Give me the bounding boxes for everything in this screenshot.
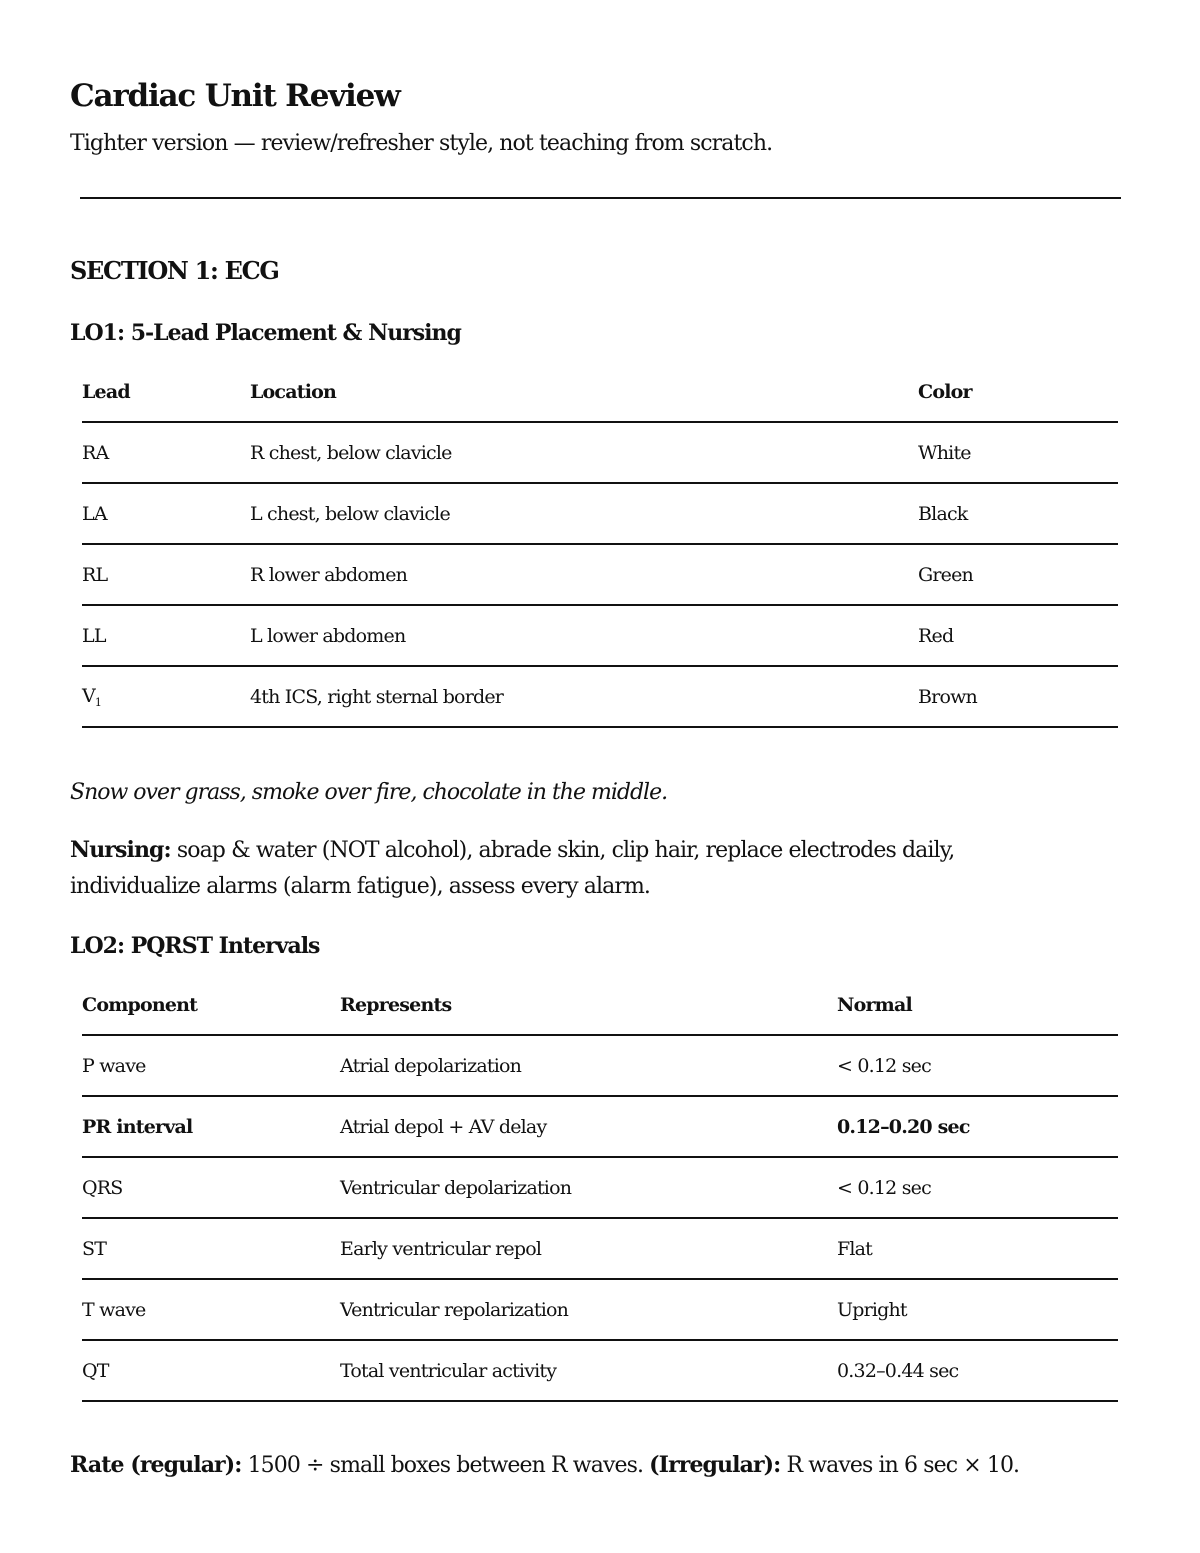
table-row: [82, 1157, 1118, 1218]
location-cell: R lower abdomen: [250, 544, 918, 605]
rate-formula: [70, 1452, 1019, 1478]
column-header: Location: [250, 380, 336, 403]
table-row: [82, 1035, 1118, 1096]
color-cell: Green: [918, 544, 1118, 605]
component-cell: QRS: [82, 1157, 340, 1218]
component-cell: QT: [82, 1340, 340, 1401]
table-row: [82, 1218, 1118, 1279]
location-cell: L lower abdomen: [250, 605, 918, 666]
lead-cell: RL: [82, 544, 250, 605]
page-subtitle: Tighter version — review/refresher style, not teaching from scratch.: [70, 131, 773, 156]
normal-cell: 0.12–0.20 sec: [837, 1096, 1118, 1157]
table-row: [82, 422, 1118, 483]
represents-cell: Atrial depolarization: [340, 1035, 837, 1096]
lead-cell: RA: [82, 422, 250, 483]
nursing-text: soap & water (NOT alcohol), abrade skin, clip hair, replace electrodes daily, individualize alarms (alarm fatigue), assess every alarm.: [70, 838, 955, 899]
rate-regular-text: 1500 ÷ small boxes between R waves.: [241, 1453, 650, 1478]
color-cell: White: [918, 422, 1118, 483]
lead-cell: LL: [82, 605, 250, 666]
component-cell: ST: [82, 1218, 340, 1279]
component-cell: T wave: [82, 1279, 340, 1340]
table-row: [82, 1340, 1118, 1401]
represents-cell: Atrial depol + AV delay: [340, 1096, 837, 1157]
location-cell: L chest, below clavicle: [250, 483, 918, 544]
column-header: Represents: [340, 993, 452, 1016]
component-cell: PR interval: [82, 1096, 340, 1157]
color-cell: Black: [918, 483, 1118, 544]
table-row: [82, 605, 1118, 666]
table-row: [82, 1096, 1118, 1157]
normal-cell: Flat: [837, 1218, 1118, 1279]
table-row: [82, 666, 1118, 727]
page-title: Cardiac Unit Review: [70, 78, 400, 114]
location-cell: R chest, below clavicle: [250, 422, 918, 483]
lead-cell: LA: [82, 483, 250, 544]
column-header: Lead: [82, 380, 130, 403]
nursing-paragraph: [70, 832, 1070, 905]
rate-irregular-label: (Irregular):: [649, 1452, 781, 1478]
section-heading: SECTION 1: ECG: [70, 256, 279, 285]
table-row: [82, 483, 1118, 544]
lo1-heading: LO1: 5-Lead Placement & Nursing: [70, 320, 461, 346]
lead-subscript: 1: [94, 695, 102, 709]
table-header-row: [82, 975, 1118, 1035]
normal-cell: < 0.12 sec: [837, 1035, 1118, 1096]
column-header: Normal: [837, 993, 912, 1016]
table-header-row: [82, 362, 1118, 422]
nursing-label: Nursing:: [70, 837, 171, 863]
column-header: Color: [918, 380, 972, 403]
table-row: [82, 1279, 1118, 1340]
table-row: [82, 544, 1118, 605]
component-cell: P wave: [82, 1035, 340, 1096]
pqrst-intervals-table: [82, 975, 1118, 1402]
rate-irregular-text: R waves in 6 sec × 10.: [780, 1453, 1020, 1478]
normal-cell: < 0.12 sec: [837, 1157, 1118, 1218]
rate-regular-label: Rate (regular):: [70, 1452, 242, 1478]
represents-cell: Ventricular depolarization: [340, 1157, 837, 1218]
color-cell: Red: [918, 605, 1118, 666]
column-header: Component: [82, 993, 198, 1016]
represents-cell: Early ventricular repol: [340, 1218, 837, 1279]
lo2-heading: LO2: PQRST Intervals: [70, 933, 320, 959]
normal-cell: Upright: [837, 1279, 1118, 1340]
location-cell: 4th ICS, right sternal border: [250, 666, 918, 727]
normal-cell: 0.32–0.44 sec: [837, 1340, 1118, 1401]
lead-cell: [82, 666, 250, 727]
color-cell: Brown: [918, 666, 1118, 727]
lead-name: V: [82, 684, 95, 707]
horizontal-divider: [80, 197, 1121, 199]
mnemonic-text: Snow over grass, smoke over fire, chocolate in the middle.: [70, 780, 668, 805]
lead-placement-table: [82, 362, 1118, 728]
represents-cell: Ventricular repolarization: [340, 1279, 837, 1340]
represents-cell: Total ventricular activity: [340, 1340, 837, 1401]
